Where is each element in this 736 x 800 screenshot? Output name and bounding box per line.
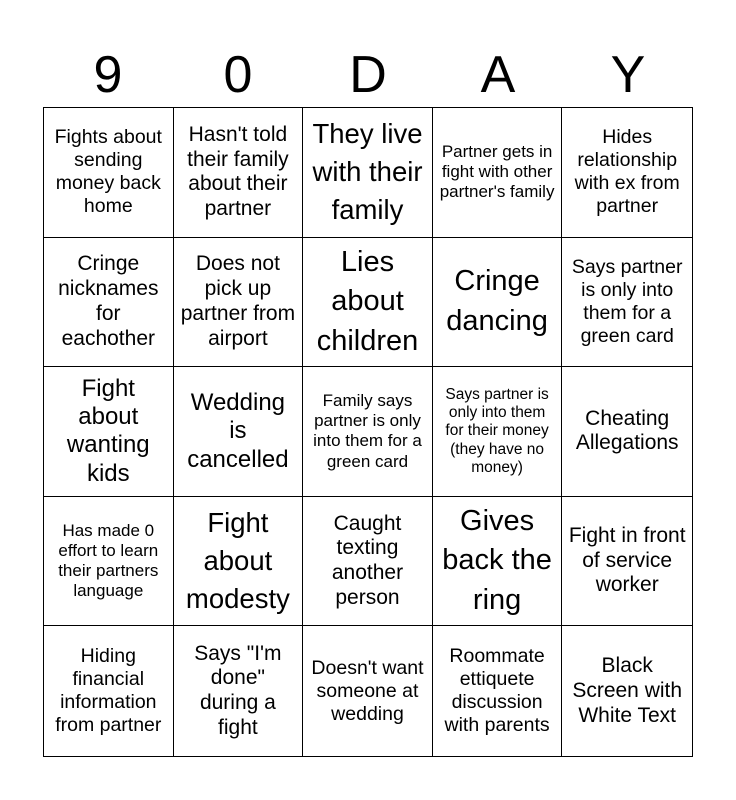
bingo-cell-r3c2: Wedding is cancelled [174,367,304,497]
bingo-cell-r4c2: Fight about modesty [174,497,304,627]
bingo-cell-r5c1: Hiding financial information from partner [44,626,174,756]
header-letter-3: D [349,46,387,104]
bingo-cell-r2c5: Says partner is only into them for a green card [562,238,692,368]
header-letter-1: 9 [93,46,123,104]
header-letter-2: 0 [223,46,253,104]
bingo-cell-r4c3: Caught texting another person [303,497,433,627]
bingo-cell-r5c5: Black Screen with White Text [572,654,683,727]
bingo-cell-r5c3: Doesn't want someone at wedding [303,626,433,756]
bingo-cell-r1c1: Fights about sending money back home [44,108,174,238]
bingo-cell-r2c2: Does not pick up partner from airport [174,238,304,368]
bingo-cell-r4c4: Gives back the ring [433,497,563,627]
bingo-cell-r1c2: Hasn't told their family about their partner [174,108,304,238]
header-letter-5: Y [610,46,646,104]
bingo-cell-r1c4: Partner gets in fight with other partner's family [433,108,563,238]
bingo-cell-r2c1: Cringe nicknames for eachother [44,238,174,368]
bingo-cell-r3c5: Cheating Allegations [562,367,692,497]
bingo-cell-r2c3: Lies about children [303,238,433,368]
bingo-cell-r3c3: Family says partner is only into them for a green card [303,367,433,497]
bingo-cell-r4c5: Fight in front of service worker [562,497,692,627]
bingo-cell-r5c4: Roommate ettiquete discussion with parents [433,626,563,756]
bingo-cell-r3c4: Says partner is only into them for their money (they have no money) [433,367,563,497]
bingo-cell-r1c5: Hides relationship with ex from partner [562,108,692,238]
bingo-cell-r4c1: Has made 0 effort to learn their partners language [44,497,174,627]
bingo-cell-r1c3: They live with their family [303,108,433,238]
bingo-cell-r5c2: Says "I'm done" during a fight [174,626,304,756]
header-letter-4: A [480,46,516,104]
bingo-board [43,107,693,757]
bingo-cell-r3c1: Fight about wanting kids [44,367,174,497]
bingo-header [43,44,693,106]
bingo-cell-r2c4: Cringe dancing [433,238,563,368]
